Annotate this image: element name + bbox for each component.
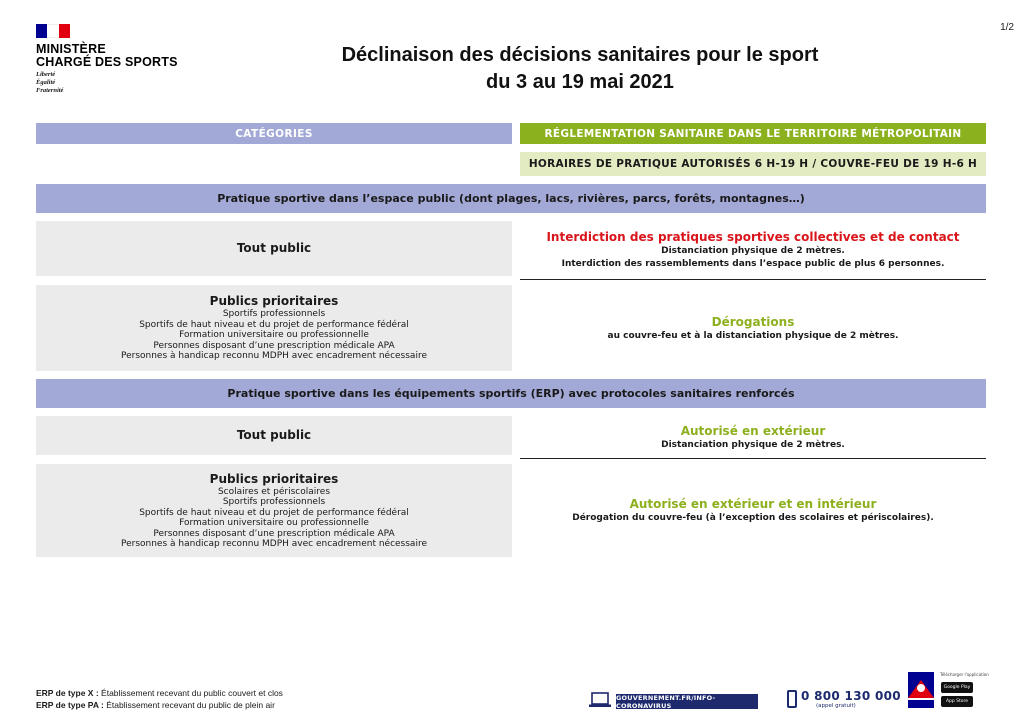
erp-x-label: ERP de type X : [36, 688, 99, 698]
motto [36, 71, 196, 95]
title-line2: du 3 au 19 mai 2021 [486, 71, 674, 93]
category-line: Sportifs de haut niveau et du projet de performance fédéral [139, 507, 409, 518]
category-title: Publics prioritaires [209, 471, 339, 486]
hotline-number: 0 800 130 000 [801, 689, 901, 703]
ministry-logo [36, 24, 196, 95]
google-play-badge[interactable]: Google Play [941, 682, 973, 693]
category-line: Personnes disposant d’une prescription médicale APA [153, 340, 395, 351]
rule-line: Interdiction des rassemblements dans l’espace public de plus 6 personnes. [561, 259, 945, 269]
motto-egalite: Égalité [36, 79, 56, 86]
category-line: Scolaires et périscolaires [217, 486, 331, 497]
category-line: Sportifs professionnels [222, 497, 326, 507]
category-line: Formation universitaire ou professionnelle [179, 518, 369, 528]
category-cell [36, 221, 512, 276]
coronavirus-info-link[interactable]: GOUVERNEMENT.FR/INFO-CORONAVIRUS [616, 694, 758, 709]
app-store-badge[interactable]: App Store [941, 696, 973, 707]
section-title-sports-facilities: Pratique sportive dans les équipements sportifs (ERP) avec protocoles sanitaires renforcés [36, 379, 986, 408]
category-line: Personnes disposant d’une prescription médicale APA [153, 528, 395, 539]
category-line: Personnes à handicap reconnu MDPH avec encadrement nécessaire [120, 539, 427, 549]
hotline-note: (appel gratuit) [816, 703, 856, 709]
hours-header: HORAIRES DE PRATIQUE AUTORISÉS 6 H-19 H / COUVRE-FEU DE 19 H-6 H [520, 152, 986, 176]
rule-line: Distanciation physique de 2 mètres. [661, 246, 845, 256]
app-download-label: Télécharger l'application [940, 672, 989, 677]
regulation-cell [520, 221, 986, 280]
category-line: Personnes à handicap reconnu MDPH avec encadrement nécessaire [120, 351, 427, 362]
section-title-public-space: Pratique sportive dans l’espace public (dont plages, lacs, rivières, parcs, forêts, montagnes…) [36, 184, 986, 213]
category-title: Tout public [236, 241, 312, 255]
category-cell [36, 285, 512, 371]
regulation-cell [520, 416, 986, 459]
category-cell [36, 416, 512, 455]
rule-line: Distanciation physique de 2 mètres. [661, 439, 845, 450]
ministry-name-line2: CHARGÉ DES SPORTS [36, 55, 178, 69]
rule-line: Dérogation du couvre-feu (à l’exception des scolaires et périscolaires). [572, 513, 934, 523]
regulation-cell [520, 464, 986, 557]
category-cell [36, 464, 512, 557]
category-line: Sportifs professionnels [222, 309, 326, 320]
rule-title: Autorisé en extérieur [680, 423, 826, 438]
rule-line: au couvre-feu et à la distanciation physique de 2 mètres. [607, 330, 899, 341]
erp-pa-legend [36, 699, 283, 711]
erp-pa-label: ERP de type PA : [36, 700, 104, 710]
regulation-header: RÉGLEMENTATION SANITAIRE DANS LE TERRITOIRE MÉTROPOLITAIN [520, 123, 986, 144]
tousanticovid-logo-icon [908, 672, 934, 708]
title-line1: Déclinaison des décisions sanitaires pour le sport [341, 44, 819, 66]
page-number: 1/2 [1000, 22, 1014, 33]
erp-legend [36, 687, 283, 711]
phone-icon [787, 690, 797, 708]
rule-title: Interdiction des pratiques sportives collectives et de contact [546, 230, 960, 244]
motto-fraternite: Fraternité [36, 87, 64, 94]
french-flag-icon [36, 24, 70, 38]
laptop-icon [589, 692, 611, 708]
erp-pa-text: Établissement recevant du public de plein air [103, 700, 275, 710]
rule-title: Autorisé en extérieur et en intérieur [629, 497, 877, 511]
category-title: Publics prioritaires [209, 294, 339, 309]
categories-header: CATÉGORIES [36, 123, 512, 144]
erp-x-legend [36, 687, 283, 699]
erp-x-text: Établissement recevant du public couvert et clos [98, 688, 283, 698]
regulation-cell [520, 285, 986, 371]
category-title: Tout public [236, 428, 312, 442]
rule-title: Dérogations [711, 314, 795, 329]
ministry-name-line1: MINISTÈRE [36, 42, 106, 56]
category-line: Sportifs de haut niveau et du projet de performance fédéral [139, 319, 409, 330]
category-line: Formation universitaire ou professionnelle [179, 330, 369, 341]
page-title [260, 42, 900, 96]
motto-liberte: Liberté [36, 71, 56, 78]
